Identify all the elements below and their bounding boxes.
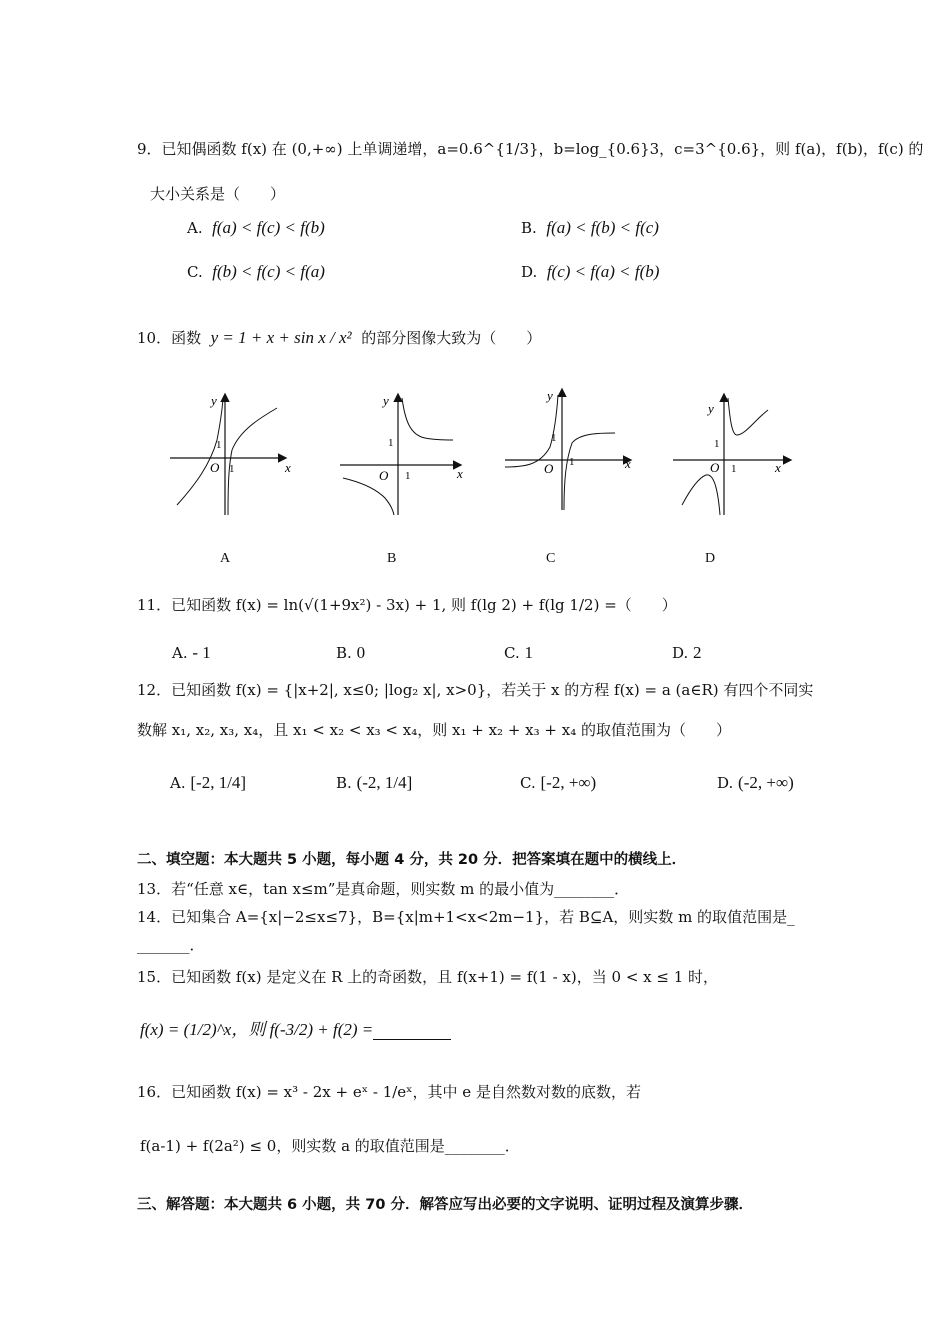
q16-line1: 16．已知函数 f(x) = x³ - 2x + eˣ - 1/eˣ，其中 e 是自然数对数的底数，若 (137, 1083, 641, 1101)
q11-option-d: D. 2 (672, 643, 702, 662)
section-3-heading: 三、解答题：本大题共 6 小题，共 70 分．解答应写出必要的文字说明、证明过程及演算步骤． (137, 1197, 753, 1213)
q11-option-b: B. 0 (336, 643, 366, 662)
svg-text:O: O (710, 460, 720, 475)
q14-line2: _______． (137, 936, 205, 954)
svg-text:y: y (708, 401, 714, 416)
q10-line: 10．函数 y = 1 + x + sin x / x² 的部分图像大致为（ ） (137, 328, 542, 347)
q12-option-c: C. [-2, +∞) (520, 773, 597, 792)
svg-text:1: 1 (229, 463, 235, 475)
svg-text:y: y (211, 393, 217, 408)
q14-line1: 14．已知集合 A={x|−2≤x≤7}，B={x|m+1<x<2m−1}，若 B⊆A，则实数 m 的取值范围是_ (137, 908, 795, 926)
q9-option-a: A. f(a) < f(c) < f(b) (187, 218, 325, 237)
q9-line1 (137, 140, 923, 158)
svg-text:1: 1 (405, 470, 411, 482)
q12-option-d: D. (-2, +∞) (717, 773, 794, 792)
svg-text:x: x (775, 460, 781, 475)
svg-text:1: 1 (731, 463, 737, 475)
q15-line1: 15．已知函数 f(x) 是定义在 R 上的奇函数，且 f(x+1) = f(1 - x)，当 0 < x ≤ 1 时， (137, 968, 719, 986)
q10-formula: y = 1 + x + sin x / x² (210, 328, 352, 347)
graph-b-label: B (387, 551, 397, 566)
q9-option-b: B. f(a) < f(b) < f(c) (521, 218, 659, 237)
graph-d-label: D (705, 551, 716, 566)
q12-line2: 数解 x₁, x₂, x₃, x₄，且 x₁ < x₂ < x₃ < x₄，则 x₁ + x₂ + x₃ + x₄ 的取值范围为（ ） (137, 721, 731, 739)
graph-a-label: A (220, 551, 231, 566)
svg-text:y: y (547, 388, 553, 403)
graph-b (335, 390, 470, 520)
svg-text:1: 1 (551, 432, 557, 444)
q9-line2: 大小关系是（ ） (150, 185, 286, 203)
q11-option-a: A. - 1 (172, 643, 211, 662)
svg-text:1: 1 (388, 437, 394, 449)
q12-option-a: A. [-2, 1/4] (170, 773, 247, 792)
q11-option-c: C. 1 (504, 643, 533, 662)
q12-line1: 12．已知函数 f(x) = {|x+2|, x≤0; |log₂ x|, x>0}，若关于 x 的方程 f(x) = a (a∈R) 有四个不同实 (137, 681, 814, 699)
svg-text:1: 1 (714, 438, 720, 450)
q9-text: 9．已知偶函数 f(x) 在 (0,+∞) 上单调递增，a=0.6^{1/3}，b=log_{0.6}3，c=3^{0.6}，则 f(a)，f(b)，f(c) 的 (137, 140, 924, 158)
q9-option-c: C. f(b) < f(c) < f(a) (187, 262, 325, 281)
svg-text:1: 1 (569, 456, 575, 468)
q15-line2: f(x) = (1/2)^x，则 f(-3/2) + f(2) = (140, 1020, 451, 1040)
svg-text:x: x (625, 456, 631, 471)
q15-answer-blank[interactable] (373, 1021, 451, 1040)
q9-option-d: D. f(c) < f(a) < f(b) (521, 262, 660, 281)
section-2-heading: 二、填空题：本大题共 5 小题，每小题 4 分，共 20 分．把答案填在题中的横线上． (137, 852, 687, 868)
graph-a (165, 390, 300, 520)
q16-line2: f(a-1) + f(2a²) ≤ 0，则实数 a 的取值范围是________． (140, 1137, 520, 1155)
svg-text:O: O (544, 461, 554, 476)
q12-option-b: B. (-2, 1/4] (336, 773, 413, 792)
graph-c (500, 385, 640, 515)
svg-text:x: x (457, 466, 463, 481)
svg-text:1: 1 (216, 439, 222, 451)
svg-text:O: O (379, 468, 389, 483)
svg-text:O: O (210, 460, 220, 475)
svg-text:x: x (285, 460, 291, 475)
svg-text:y: y (383, 393, 389, 408)
graph-c-label: C (546, 551, 556, 566)
graph-d (670, 390, 805, 520)
q13-line: 13．若“任意 x∈，tan x≤m”是真命题，则实数 m 的最小值为________． (137, 880, 630, 898)
q11-line: 11．已知函数 f(x) = ln(√(1+9x²) - 3x) + 1, 则 f(lg 2) + f(lg 1/2) =（ ） (137, 596, 677, 614)
